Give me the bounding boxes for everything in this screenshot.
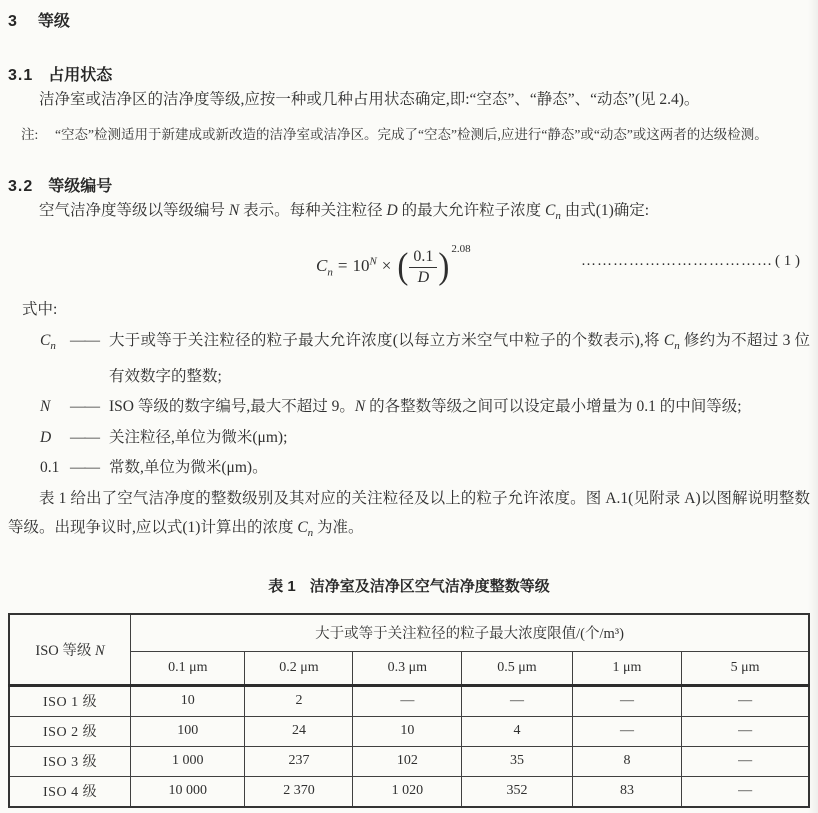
size-header-0-5um: 0.5 μm xyxy=(462,651,572,685)
definition-item xyxy=(8,392,810,423)
definition-term: $C_n$ xyxy=(40,332,56,353)
size-header-0-2um: 0.2 μm xyxy=(245,651,353,685)
eq-fraction-numerator: 0.1 xyxy=(413,247,434,265)
definition-description: 大于或等于关注粒径的粒子最大允许浓度(以每立方米空气中粒子的个数表示),将 $C_n$ 修约为不超过 3 位有效数字的整数; xyxy=(109,332,810,385)
iso-class-header-var: N xyxy=(95,642,105,659)
size-header-5um: 5 μm xyxy=(682,651,809,685)
table-row xyxy=(9,685,809,716)
concentration-value-cell: 102 xyxy=(353,746,462,776)
concentration-value-cell: 24 xyxy=(245,716,353,746)
eq-fraction xyxy=(409,248,437,287)
note-text: “空态”检测适用于新建成或新改造的洁净室或洁净区。完成了“空态”检测后,应进行“静态”或“动态”或这两者的达级检测。 xyxy=(55,127,768,142)
iso-class-table xyxy=(8,613,810,808)
inline-variable-subscript: n xyxy=(674,340,680,353)
iso-class-column-header xyxy=(9,614,131,686)
definition-item xyxy=(8,453,810,484)
dot-leader: ……………………………… xyxy=(581,253,773,270)
concentration-value-cell: 2 xyxy=(245,685,353,716)
section-3-1-number: 3.1 xyxy=(8,67,34,84)
definition-dash: —— xyxy=(70,459,99,477)
definitions-list xyxy=(8,326,810,484)
table-row xyxy=(9,746,809,776)
concentration-value-cell: — xyxy=(572,685,682,716)
table-header-row-1 xyxy=(9,614,809,652)
size-header-0-3um: 0.3 μm xyxy=(353,651,462,685)
table-caption-title: 洁净室及洁净区空气洁净度整数等级 xyxy=(309,577,550,595)
table-1-caption xyxy=(8,575,810,596)
inline-variable-subscript: n xyxy=(307,526,314,539)
section-3-number: 3 xyxy=(8,13,18,30)
inline-variable: C xyxy=(297,518,308,536)
eq-outer-exponent: 2.08 xyxy=(451,243,471,256)
note-label: 注: xyxy=(21,127,39,142)
section-3-2-number: 3.2 xyxy=(8,178,34,195)
equation-reference xyxy=(581,253,800,270)
concentration-value-cell: 237 xyxy=(245,746,353,776)
iso-class-label: ISO 1 级 xyxy=(9,685,131,716)
iso-class-label: ISO 2 级 xyxy=(9,716,131,746)
concentration-value-cell: 1 020 xyxy=(353,776,462,807)
eq-times: × xyxy=(381,256,392,276)
table-caption-label: 表 1 xyxy=(268,577,296,595)
concentration-value-cell: 35 xyxy=(462,746,572,776)
definition-term: 0.1 xyxy=(40,459,60,477)
equation-number: ( 1 ) xyxy=(775,253,800,270)
concentration-value-cell: 1 000 xyxy=(131,746,245,776)
concentration-value-cell: — xyxy=(353,685,462,716)
concentration-limit-header: 大于或等于关注粒径的粒子最大浓度限值/(个/m³) xyxy=(131,614,809,652)
concentration-value-cell: 10 xyxy=(131,685,245,716)
definition-description: 关注粒径,单位为微米(μm); xyxy=(109,428,288,446)
definition-description: ISO 等级的数字编号,最大不超过 9。N 的各整数等级之间可以设定最小增量为 0.1 的中间等级; xyxy=(109,398,742,416)
inline-variable: C xyxy=(663,332,675,350)
inline-variable-subscript: n xyxy=(555,210,561,223)
eq-fraction-denominator: D xyxy=(409,267,437,287)
table-row xyxy=(9,716,809,746)
section-3-title: 等级 xyxy=(37,13,70,30)
concentration-value-cell: 4 xyxy=(462,716,572,746)
inline-variable: N xyxy=(354,398,366,416)
definition-term-subscript: n xyxy=(50,340,56,353)
section-3-1-title: 占用状态 xyxy=(48,67,113,84)
inline-variable: D xyxy=(386,202,398,219)
eq-right-paren: ) xyxy=(438,247,450,288)
eq-exponent-N: N xyxy=(369,255,377,268)
concentration-value-cell: — xyxy=(682,685,809,716)
definition-dash: —— xyxy=(70,398,99,416)
concentration-value-cell: 10 xyxy=(353,716,462,746)
definition-item xyxy=(8,326,810,392)
class-number-paragraph: 空气洁净度等级以等级编号 N 表示。每种关注粒径 D 的最大允许粒子浓度 $C_n$ 由式(1)确定: xyxy=(39,202,650,223)
inline-variable: N xyxy=(228,202,240,219)
definition-term: D xyxy=(40,428,52,446)
definition-dash: —— xyxy=(70,332,99,350)
size-header-1um: 1 μm xyxy=(572,651,682,685)
eq-base-ten: 10 xyxy=(352,256,370,276)
table-row xyxy=(9,776,809,807)
concentration-value-cell: 100 xyxy=(131,716,245,746)
iso-class-label: ISO 4 级 xyxy=(9,776,131,807)
where-label: 式中: xyxy=(22,301,58,319)
concentration-value-cell: 10 000 xyxy=(131,776,245,807)
concentration-value-cell: 8 xyxy=(572,746,682,776)
size-header-0-1um: 0.1 μm xyxy=(131,651,245,685)
note-block xyxy=(8,120,810,149)
concentration-value-cell: — xyxy=(572,716,682,746)
iso-class-label: ISO 3 级 xyxy=(9,746,131,776)
occupancy-paragraph: 洁净室或洁净区的洁净度等级,应按一种或几种占用状态确定,即:“空态”、“静态”、“动态”(见 2.4)。 xyxy=(39,91,700,108)
eq-lhs-subscript: n xyxy=(327,266,333,279)
inline-variable: C xyxy=(544,202,556,219)
section-3-2-heading xyxy=(8,173,810,196)
definition-dash: —— xyxy=(70,428,99,446)
definition-item xyxy=(8,423,810,454)
definition-description: 常数,单位为微米(μm)。 xyxy=(109,459,268,477)
equation-expression xyxy=(316,243,471,287)
concentration-value-cell: 2 370 xyxy=(245,776,353,807)
concentration-value-cell: — xyxy=(462,685,572,716)
concentration-value-cell: — xyxy=(682,716,809,746)
section-3-2-title: 等级编号 xyxy=(48,178,113,195)
concentration-value-cell: 83 xyxy=(572,776,682,807)
eq-equals: = xyxy=(337,256,348,276)
concentration-value-cell: — xyxy=(682,746,809,776)
section-3-1-heading xyxy=(8,62,810,85)
definition-term: N xyxy=(40,398,51,416)
concentration-value-cell: 352 xyxy=(462,776,572,807)
table-intro-paragraph: 表 1 给出了空气洁净度的整数级别及其对应的关注粒径及以上的粒子允许浓度。图 A.1(见附录 A)以图解说明整数等级。出现争议时,应以式(1)计算出的浓度 $C_n$ 为准。 xyxy=(8,489,810,539)
section-3-heading xyxy=(8,8,810,31)
concentration-value-cell: — xyxy=(682,776,809,807)
eq-lhs: C xyxy=(316,256,328,276)
equation-1 xyxy=(8,237,810,291)
eq-left-paren: ( xyxy=(397,247,409,288)
iso-class-header-text: ISO 等级 xyxy=(35,642,96,659)
